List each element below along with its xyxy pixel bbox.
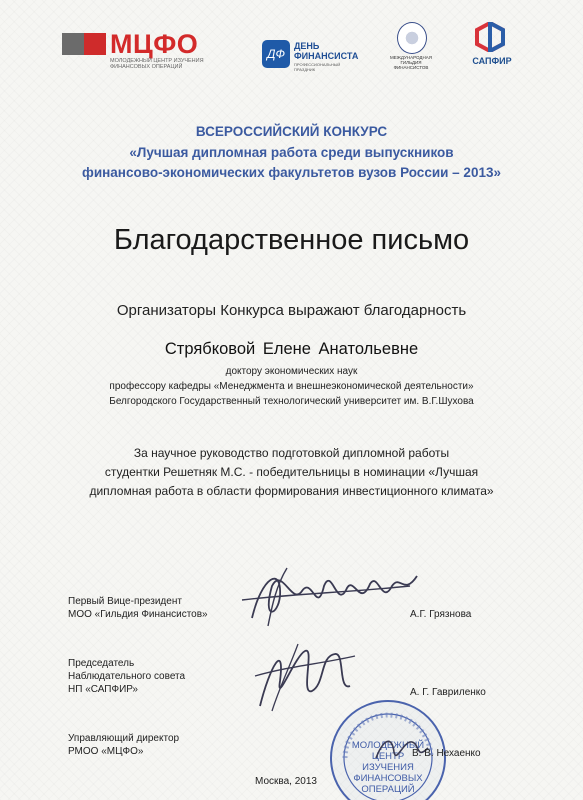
sapfir-logo-name: САПФИР <box>472 56 512 66</box>
signatory-2-name: А. Г. Гавриленко <box>410 687 486 698</box>
day-of-financier-line2: ФИНАНСИСТА <box>294 51 359 61</box>
signatory-2-title-line1: Председатель <box>68 658 135 669</box>
mcfo-logo-subtitle: МОЛОДЕЖНЫЙ ЦЕНТР ИЗУЧЕНИЯ ФИНАНСОВЫХ ОПЕРАЦИЙ <box>110 58 204 70</box>
sapfir-logo <box>467 22 517 70</box>
place-and-year: Москва, 2013 <box>255 776 317 787</box>
stamp-line3: ИЗУЧЕНИЯ <box>362 762 414 773</box>
document-title: Благодарственное письмо <box>113 224 470 256</box>
day-of-financier-line1: ДЕНЬ <box>294 41 320 51</box>
mcfo-logo <box>62 29 212 70</box>
recipient-degree: доктору экономических наук <box>225 366 358 377</box>
recipient-position: профессору кафедры «Менеджмента и внешнеэкономической деятельности» <box>109 381 474 392</box>
contest-name-line1: «Лучшая дипломная работа среди выпускников <box>129 145 454 160</box>
signature-1 <box>232 556 422 636</box>
signatory-3-title <box>68 732 179 758</box>
signatory-2-title-line3: НП «САПФИР» <box>68 684 138 695</box>
reason-line3: дипломная работа в области формирования инвестиционного климата» <box>89 484 494 498</box>
signatory-3-name: В. В. Нехаенко <box>412 748 481 759</box>
stamp-line1: МОЛОДЕЖНЫЙ <box>351 740 425 751</box>
signatory-3-title-line2: РМОО «МЦФО» <box>68 746 144 757</box>
stamp-line4: ФИНАНСОВЫХ <box>353 773 423 784</box>
recipient-name: Стрябковой Елене Анатольевне <box>164 340 419 358</box>
gratitude-statement: Организаторы Конкурса выражают благодарность <box>116 302 467 319</box>
contest-heading: ВСЕРОССИЙСКИЙ КОНКУРС <box>195 124 388 139</box>
signatory-1-title-line1: Первый Вице-президент <box>68 596 182 607</box>
day-of-financier-line3: ПРОФЕССИОНАЛЬНЫЙ ПРАЗДНИК <box>294 62 341 72</box>
contest-name-line2: финансово-экономических факультетов вузов России – 2013» <box>82 165 501 180</box>
signatory-1-title-line2: МОО «Гильдия Финансистов» <box>68 609 208 620</box>
stamp-line5: ОПЕРАЦИЙ <box>361 784 415 795</box>
signatory-1-title <box>68 595 208 621</box>
guild-emblem-icon <box>397 22 427 54</box>
day-of-financier-logo <box>262 40 362 72</box>
sapfir-hexagon-icon <box>475 22 505 52</box>
signatory-2-title-line2: Наблюдательного совета <box>68 671 186 682</box>
mcfo-logo-mark <box>62 33 106 55</box>
guild-logo-text: МЕЖДУНАРОДНАЯ ГИЛЬДИЯ ФИНАНСИСТОВ <box>390 55 432 70</box>
reason-line1: За научное руководство подготовкой дипломной работы <box>133 446 450 460</box>
day-of-financier-mark: ДФ <box>262 40 290 68</box>
recipient-university: Белгородского Государственный технологический университет им. В.Г.Шухова <box>109 396 474 407</box>
stamp-line2: ЦЕНТР <box>371 751 405 762</box>
reason-line2: студентки Решетняк М.С. - победительницы в номинации «Лучшая <box>104 465 479 479</box>
signatory-1-name: А.Г. Грязнова <box>410 609 472 620</box>
signatory-3-title-line1: Управляющий директор <box>68 733 180 744</box>
guild-logo <box>386 22 436 74</box>
mcfo-logo-word: МЦФО <box>110 29 199 59</box>
signatory-2-title <box>68 657 185 696</box>
